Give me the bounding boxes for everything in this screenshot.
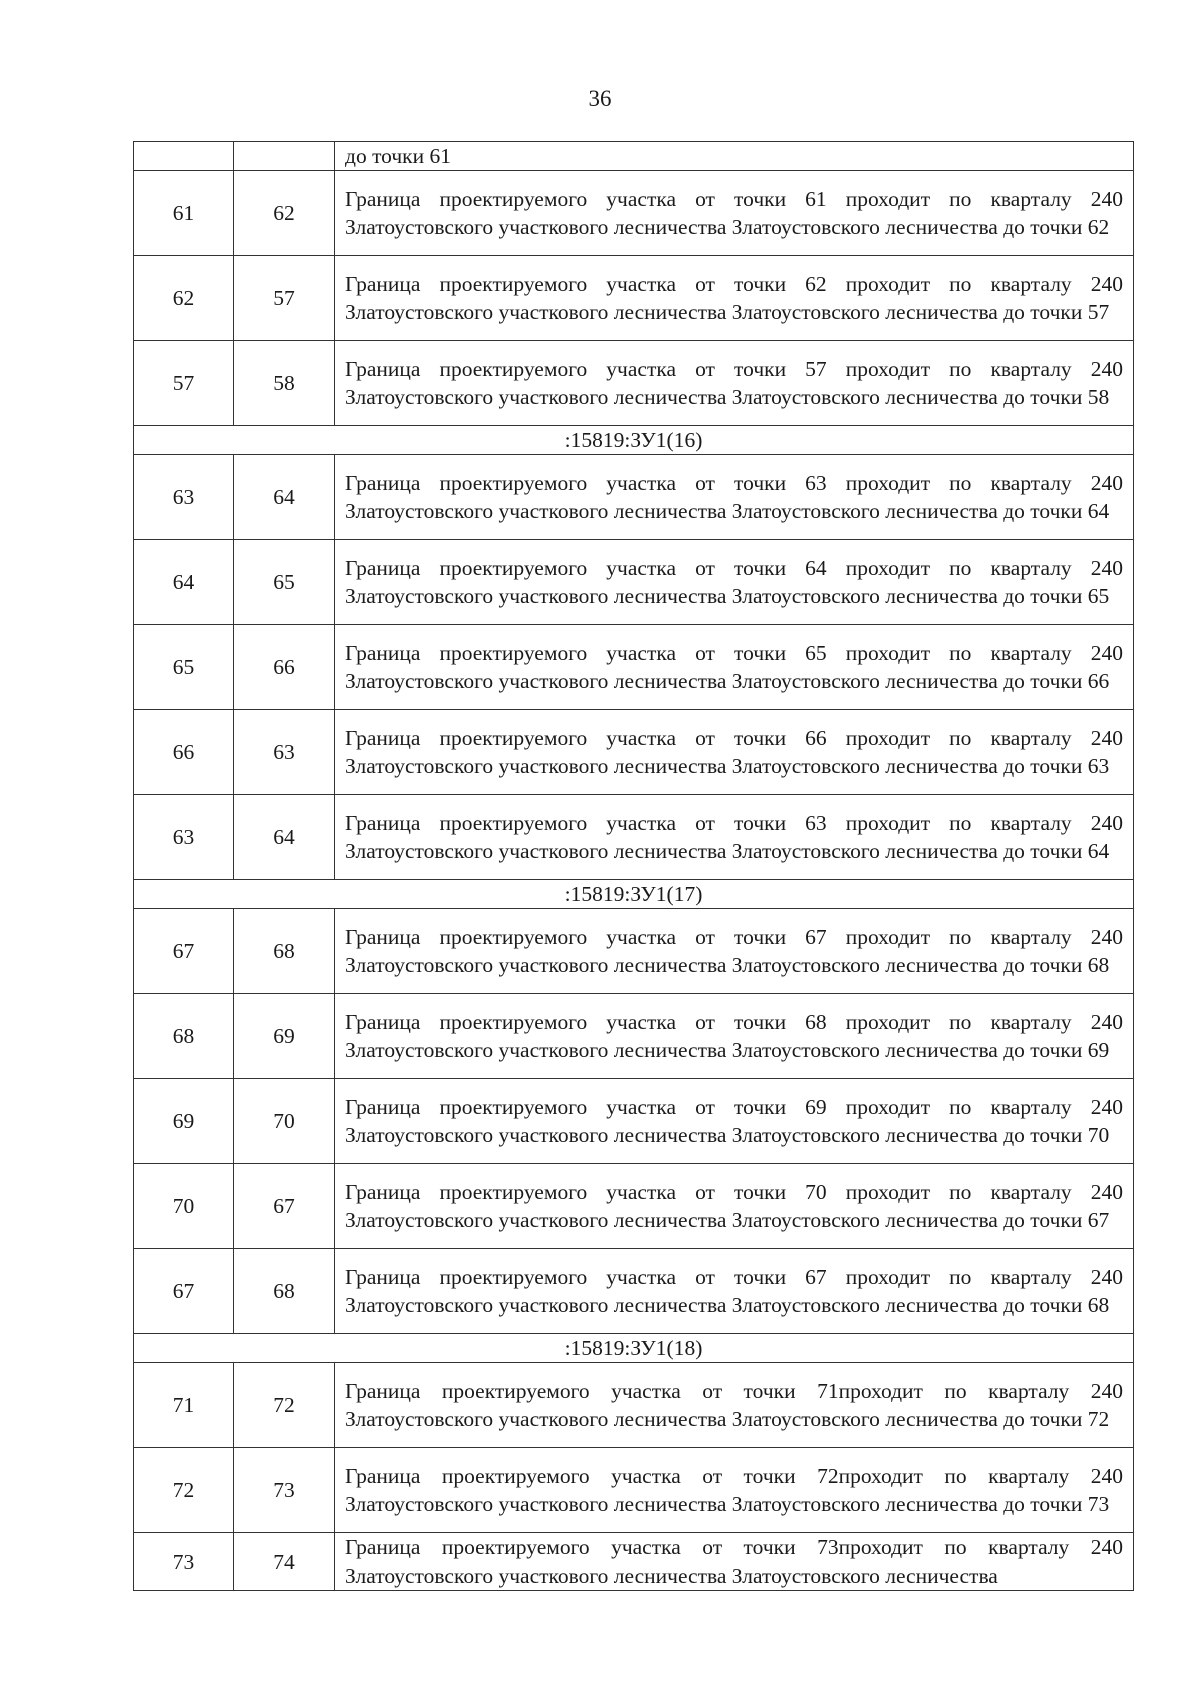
section-header-row <box>134 426 1134 455</box>
description-cell: Граница проектируемого участка от точки 61 проходит по кварталу 240 Златоустовского участкового лесничества Златоустовского лесничества до точки 62 <box>335 171 1134 256</box>
section-header: :15819:ЗУ1(17) <box>134 880 1134 909</box>
table-row <box>134 341 1134 426</box>
table-row <box>134 1249 1134 1334</box>
description-cell: Граница проектируемого участка от точки 70 проходит по кварталу 240 Златоустовского участкового лесничества Златоустовского лесничества до точки 67 <box>335 1164 1134 1249</box>
to-point-cell: 64 <box>234 795 335 880</box>
description-cell: Граница проектируемого участка от точки 71проходит по кварталу 240 Златоустовского участкового лесничества Златоустовского лесничества до точки 72 <box>335 1363 1134 1448</box>
description-cell: Граница проектируемого участка от точки 67 проходит по кварталу 240 Златоустовского участкового лесничества Златоустовского лесничества до точки 68 <box>335 909 1134 994</box>
table-row <box>134 909 1134 994</box>
to-point-cell: 65 <box>234 540 335 625</box>
from-point-cell: 69 <box>134 1079 234 1164</box>
from-point-cell: 68 <box>134 994 234 1079</box>
from-point-cell: 67 <box>134 1249 234 1334</box>
table-row <box>134 1164 1134 1249</box>
description-cell: Граница проектируемого участка от точки 64 проходит по кварталу 240 Златоустовского участкового лесничества Златоустовского лесничества до точки 65 <box>335 540 1134 625</box>
table-row <box>134 455 1134 540</box>
table-row <box>134 1363 1134 1448</box>
to-point-cell: 57 <box>234 256 335 341</box>
description-cell: Граница проектируемого участка от точки 73проходит по кварталу 240 Златоустовского участкового лесничества Златоустовского лесничества <box>335 1533 1134 1591</box>
from-point-cell: 61 <box>134 171 234 256</box>
to-point-cell <box>234 142 335 171</box>
from-point-cell: 73 <box>134 1533 234 1591</box>
table-row <box>134 625 1134 710</box>
table-row <box>134 171 1134 256</box>
description-cell: Граница проектируемого участка от точки 62 проходит по кварталу 240 Златоустовского участкового лесничества Златоустовского лесничества до точки 57 <box>335 256 1134 341</box>
boundary-table <box>133 141 1134 1591</box>
from-point-cell: 57 <box>134 341 234 426</box>
page-number: 36 <box>588 86 612 111</box>
table-row <box>134 1533 1134 1591</box>
from-point-cell: 72 <box>134 1448 234 1533</box>
to-point-cell: 62 <box>234 171 335 256</box>
section-header: :15819:ЗУ1(18) <box>134 1334 1134 1363</box>
from-point-cell: 71 <box>134 1363 234 1448</box>
from-point-cell: 65 <box>134 625 234 710</box>
table-row <box>134 795 1134 880</box>
to-point-cell: 67 <box>234 1164 335 1249</box>
to-point-cell: 66 <box>234 625 335 710</box>
table-row <box>134 540 1134 625</box>
to-point-cell: 68 <box>234 909 335 994</box>
to-point-cell: 74 <box>234 1533 335 1591</box>
table-row <box>134 142 1134 171</box>
description-cell: Граница проектируемого участка от точки 57 проходит по кварталу 240 Златоустовского участкового лесничества Златоустовского лесничества до точки 58 <box>335 341 1134 426</box>
table-row <box>134 994 1134 1079</box>
description-cell: до точки 61 <box>335 142 1134 171</box>
description-cell: Граница проектируемого участка от точки 67 проходит по кварталу 240 Златоустовского участкового лесничества Златоустовского лесничества до точки 68 <box>335 1249 1134 1334</box>
section-header: :15819:ЗУ1(16) <box>134 426 1134 455</box>
from-point-cell: 67 <box>134 909 234 994</box>
description-cell: Граница проектируемого участка от точки 63 проходит по кварталу 240 Златоустовского участкового лесничества Златоустовского лесничества до точки 64 <box>335 455 1134 540</box>
description-cell: Граница проектируемого участка от точки 65 проходит по кварталу 240 Златоустовского участкового лесничества Златоустовского лесничества до точки 66 <box>335 625 1134 710</box>
to-point-cell: 70 <box>234 1079 335 1164</box>
from-point-cell: 66 <box>134 710 234 795</box>
section-header-row <box>134 1334 1134 1363</box>
description-cell: Граница проектируемого участка от точки 69 проходит по кварталу 240 Златоустовского участкового лесничества Златоустовского лесничества до точки 70 <box>335 1079 1134 1164</box>
description-cell: Граница проектируемого участка от точки 66 проходит по кварталу 240 Златоустовского участкового лесничества Златоустовского лесничества до точки 63 <box>335 710 1134 795</box>
table-row <box>134 256 1134 341</box>
from-point-cell <box>134 142 234 171</box>
description-cell: Граница проектируемого участка от точки 63 проходит по кварталу 240 Златоустовского участкового лесничества Златоустовского лесничества до точки 64 <box>335 795 1134 880</box>
section-header-row <box>134 880 1134 909</box>
table-row <box>134 710 1134 795</box>
to-point-cell: 73 <box>234 1448 335 1533</box>
table-row <box>134 1448 1134 1533</box>
to-point-cell: 63 <box>234 710 335 795</box>
from-point-cell: 70 <box>134 1164 234 1249</box>
to-point-cell: 69 <box>234 994 335 1079</box>
to-point-cell: 64 <box>234 455 335 540</box>
to-point-cell: 58 <box>234 341 335 426</box>
table-row <box>134 1079 1134 1164</box>
description-cell: Граница проектируемого участка от точки 72проходит по кварталу 240 Златоустовского участкового лесничества Златоустовского лесничества до точки 73 <box>335 1448 1134 1533</box>
from-point-cell: 62 <box>134 256 234 341</box>
from-point-cell: 64 <box>134 540 234 625</box>
from-point-cell: 63 <box>134 455 234 540</box>
description-cell: Граница проектируемого участка от точки 68 проходит по кварталу 240 Златоустовского участкового лесничества Златоустовского лесничества до точки 69 <box>335 994 1134 1079</box>
to-point-cell: 72 <box>234 1363 335 1448</box>
to-point-cell: 68 <box>234 1249 335 1334</box>
from-point-cell: 63 <box>134 795 234 880</box>
